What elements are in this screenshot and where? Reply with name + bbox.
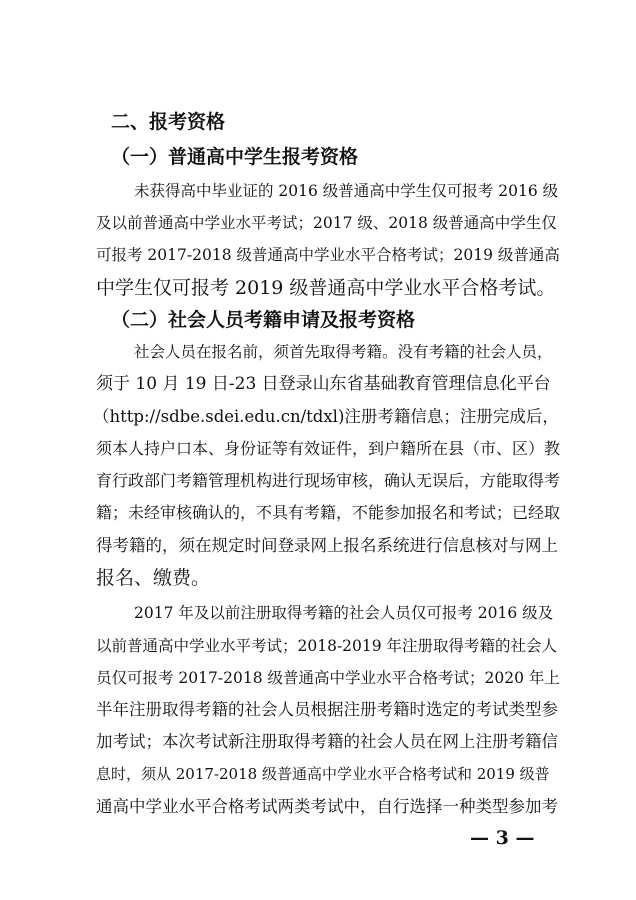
paragraph-line: 可报考 2017-2018 级普通高中学业水平合格考试；2019 级普通高 — [96, 246, 560, 264]
paragraph-line: 籍；未经审核确认的，不具有考籍，不能参加报名和考试；已经取 — [96, 503, 561, 522]
subsection-2-title: （二）社会人员考籍申请及报考资格 — [111, 309, 416, 331]
paragraph-line: 报名、缴费。 — [96, 567, 211, 589]
paragraph-line: 须本人持户口本、身份证等有效证件，到户籍所在县（市、区）教 — [96, 439, 561, 458]
paragraph-line: 中学生仅可报考 2019 级普通高中学业水平合格考试。 — [96, 277, 556, 299]
paragraph-line: 员仅可报考 2017-2018 级普通高中学业水平合格考试；2020 年上 — [96, 669, 560, 687]
paragraph-line: 以前普通高中学业水平考试；2018-2019 年注册取得考籍的社会人 — [96, 637, 558, 655]
paragraph-line: 得考籍的，须在规定时间登录网上报名系统进行信息核对与网上 — [96, 536, 558, 555]
paragraph-line: 未获得高中毕业证的 2016 级普通高中学生仅可报考 2016 级 — [134, 182, 559, 200]
section-heading: 二、报考资格 — [111, 111, 226, 133]
paragraph-line: 须于 10 月 19 日-23 日登录山东省基础教育管理信息化平台 — [96, 374, 551, 394]
paragraph-line: 2017 年及以前注册取得考籍的社会人员仅可报考 2016 级及 — [134, 604, 554, 622]
paragraph-line: 息时，须从 2017-2018 级普通高中学业水平合格考试和 2019 级普 — [96, 765, 550, 783]
paragraph-line: 社会人员在报名前，须首先取得考籍。没有考籍的社会人员， — [134, 343, 553, 361]
paragraph-line: 及以前普通高中学业水平考试；2017 级、2018 级普通高中学生仅 — [96, 214, 557, 232]
subsection-1-title: （一）普通高中学生报考资格 — [111, 146, 359, 168]
paragraph-line: 加考试；本次考试新注册取得考籍的社会人员在网上注册考籍信 — [96, 732, 558, 751]
paragraph-line: （http://sdbe.sdei.edu.cn/tdxl)注册考籍信息；注册完成后， — [93, 407, 559, 426]
paragraph-line: 半年注册取得考籍的社会人员根据注册考籍时选定的考试类型参 — [96, 700, 558, 719]
paragraph-line: 通高中学业水平合格考试两类考试中，自行选择一种类型参加考 — [96, 797, 558, 816]
paragraph-line: 育行政部门考籍管理机构进行现场审核，确认无误后，方能取得考 — [96, 471, 561, 490]
page-number: — 3 — — [470, 827, 535, 849]
